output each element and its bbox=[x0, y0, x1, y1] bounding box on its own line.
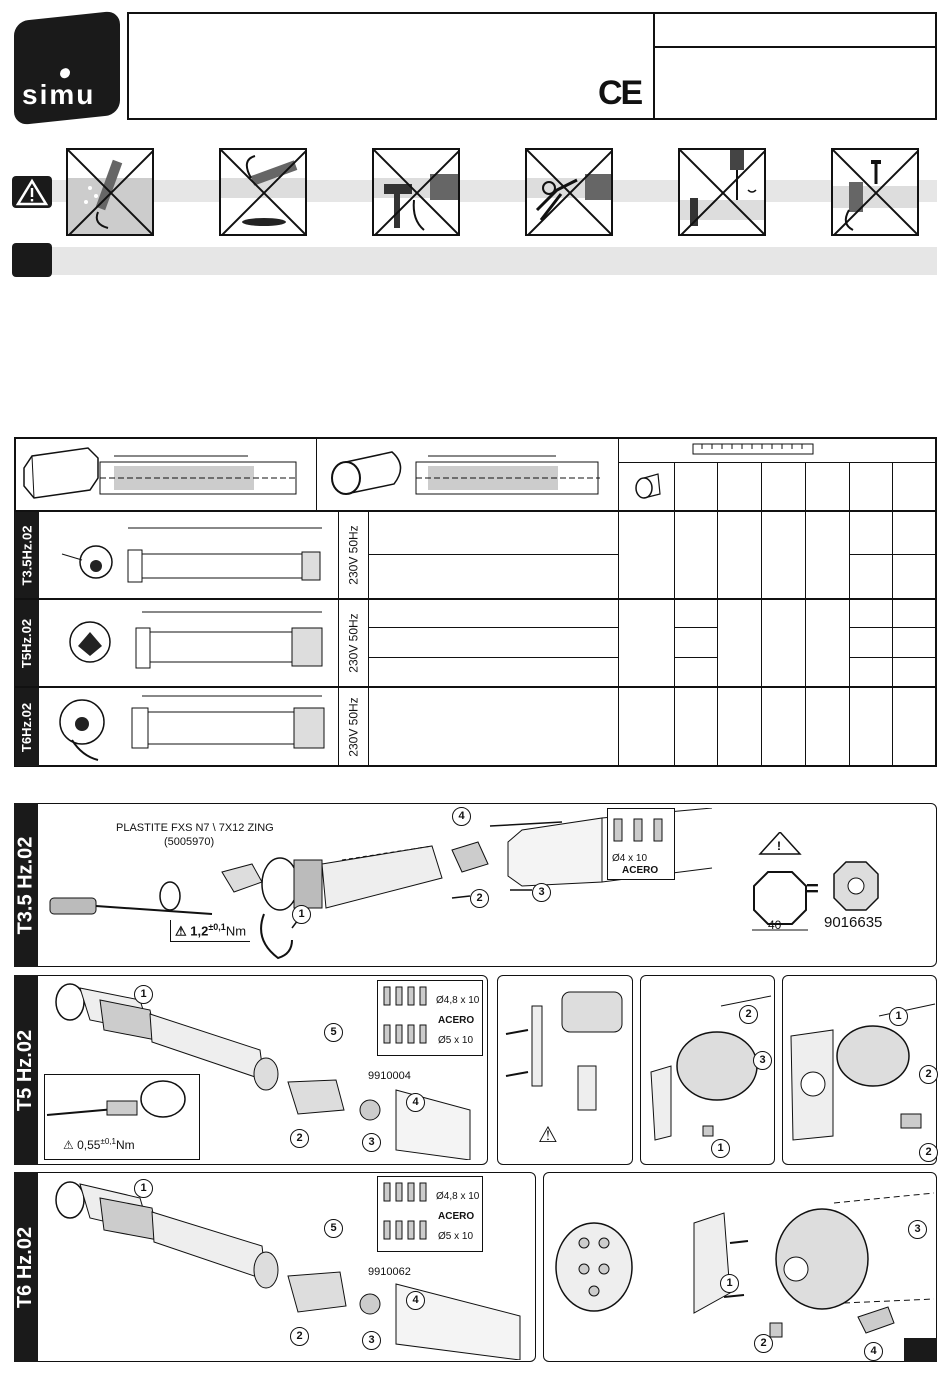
t6-step-5: 5 bbox=[324, 1218, 343, 1238]
col-line bbox=[761, 462, 762, 767]
sub-row bbox=[849, 627, 937, 628]
t5-step-1: 1 bbox=[134, 984, 153, 1004]
screw-icons bbox=[378, 1177, 434, 1251]
t6-part-ref: 9910062 bbox=[368, 1266, 411, 1278]
t5-bracket-panel-1 bbox=[497, 975, 633, 1165]
t5-p3-step-1: 1 bbox=[889, 1006, 908, 1026]
t5-screw-size-1: Ø4,8 x 10 bbox=[436, 995, 480, 1006]
section-t6-label: T6 Hz.02 bbox=[14, 1172, 38, 1362]
table-header-bottom bbox=[14, 510, 937, 512]
torque-warning-icon: ⚠ bbox=[175, 923, 187, 939]
warning-band bbox=[52, 180, 937, 202]
page-corner-mark bbox=[904, 1338, 937, 1362]
row-t35-bottom bbox=[14, 598, 937, 600]
t5-step-4: 4 bbox=[406, 1092, 425, 1112]
col-line bbox=[805, 462, 806, 767]
no-immersion-icon bbox=[66, 148, 154, 236]
ce-mark: CE bbox=[598, 74, 642, 112]
t5-p2-step-1: 1 bbox=[711, 1138, 730, 1158]
t35-step-3: 3 bbox=[532, 882, 551, 902]
t6-bracket-drawing bbox=[544, 1173, 936, 1361]
t5-inset-drawing bbox=[45, 1075, 199, 1131]
t5-bracket-panel-2 bbox=[640, 975, 775, 1165]
t6-bracket-panel bbox=[543, 1172, 937, 1362]
col-line bbox=[674, 462, 675, 767]
section-t35-label: T3.5 Hz.02 bbox=[14, 803, 38, 967]
t5-step-2: 2 bbox=[290, 1128, 309, 1148]
octagonal-tube-drawing bbox=[18, 440, 314, 508]
t5-step-3: 3 bbox=[362, 1132, 381, 1152]
warning-badge bbox=[12, 176, 52, 208]
no-drop-icon bbox=[219, 148, 307, 236]
screw-icons bbox=[378, 981, 434, 1055]
t6-b-step-4: 4 bbox=[864, 1341, 883, 1361]
motor-drawing-t35 bbox=[42, 514, 336, 596]
simu-logo bbox=[14, 10, 120, 125]
t6-screw-size-1: Ø4,8 x 10 bbox=[436, 1191, 480, 1202]
svg-text:!: ! bbox=[777, 839, 781, 853]
octagon-size: 40 bbox=[768, 918, 782, 932]
screw-ref-text: (5005970) bbox=[164, 836, 215, 848]
row-t5-bottom bbox=[14, 686, 937, 688]
voltage-t5: 230V 50Hz bbox=[346, 613, 361, 673]
warning-triangle-icon bbox=[12, 176, 52, 208]
section-t5-label: T5 Hz.02 bbox=[14, 975, 38, 1165]
rivet-size: Ø4 x 10 bbox=[612, 853, 648, 864]
t6-b-step-2: 2 bbox=[754, 1333, 773, 1353]
t6-b-step-1: 1 bbox=[720, 1273, 739, 1293]
col-line bbox=[849, 462, 850, 767]
t6-b-step-3: 3 bbox=[908, 1219, 927, 1239]
adapter-crown-icon bbox=[830, 858, 882, 914]
header-row-divider bbox=[654, 46, 937, 48]
rivet-box bbox=[607, 808, 675, 880]
no-hammer-icon bbox=[372, 148, 460, 236]
t35-torque: ⚠ $1,2^{\pm 0,1}Nm$ bbox=[170, 920, 250, 942]
sub-row bbox=[368, 657, 618, 658]
model-label-t6: T6Hz.02 bbox=[15, 688, 39, 766]
t5-p3-step-2a: 2 bbox=[919, 1064, 938, 1084]
t6-step-1: 1 bbox=[134, 1178, 153, 1198]
sub-row bbox=[368, 554, 618, 555]
sub-row bbox=[674, 627, 717, 628]
model-label-t35: T3.5Hz.02 bbox=[15, 512, 39, 598]
rivet-material: ACERO bbox=[622, 865, 659, 876]
t35-step-4: 4 bbox=[452, 806, 471, 826]
sub-row bbox=[849, 554, 937, 555]
voltage-col-right bbox=[368, 511, 369, 767]
info-badge bbox=[12, 243, 52, 277]
table-col-div-2 bbox=[618, 437, 619, 767]
col-line bbox=[892, 462, 893, 767]
sub-row bbox=[849, 657, 937, 658]
table-sub-header bbox=[618, 462, 937, 463]
equals-sign: = bbox=[806, 876, 819, 901]
t6-step-2: 2 bbox=[290, 1326, 309, 1346]
no-drill-icon bbox=[678, 148, 766, 236]
t5-bracket-warning-icon: ⚠ bbox=[538, 1122, 558, 1147]
model-label-t5: T5Hz.02 bbox=[15, 600, 39, 686]
round-tube-drawing bbox=[320, 440, 616, 508]
table-col-div-1 bbox=[316, 437, 317, 511]
sub-row bbox=[368, 627, 618, 628]
col-line bbox=[717, 462, 718, 767]
info-band bbox=[52, 247, 937, 275]
t5-p2-step-3: 3 bbox=[753, 1050, 772, 1070]
header-divider bbox=[653, 12, 655, 120]
t35-step-2: 2 bbox=[470, 888, 489, 908]
t5-bracket-drawing-3 bbox=[783, 976, 936, 1164]
logo-text: simu bbox=[22, 78, 96, 110]
screw-spec-text: PLASTITE FXS N7 \ 7X12 ZING bbox=[116, 822, 274, 834]
t5-step-5: 5 bbox=[324, 1022, 343, 1042]
t6-screw-size-2: Ø5 x 10 bbox=[438, 1231, 474, 1242]
ruler-icon bbox=[692, 442, 816, 458]
t6-step-3: 3 bbox=[362, 1330, 381, 1350]
header-title-box bbox=[127, 12, 937, 120]
t35-step-1: 1 bbox=[292, 904, 311, 924]
no-cable-cut-icon bbox=[525, 148, 613, 236]
rivet-icons bbox=[608, 809, 674, 849]
t6-screw-box bbox=[377, 1176, 483, 1252]
t5-part-ref: 9910004 bbox=[368, 1070, 411, 1082]
t5-screw-box bbox=[377, 980, 483, 1056]
motor-drawing-t5 bbox=[42, 602, 336, 684]
voltage-t35: 230V 50Hz bbox=[346, 525, 361, 585]
t5-torque-inset bbox=[44, 1074, 200, 1160]
t35-part-ref: 9016635 bbox=[824, 914, 883, 931]
t5-material: ACERO bbox=[438, 1015, 475, 1026]
t6-material: ACERO bbox=[438, 1211, 475, 1222]
t5-bracket-panel-3 bbox=[782, 975, 937, 1165]
voltage-t6: 230V 50Hz bbox=[346, 697, 361, 757]
t5-screw-size-2: Ø5 x 10 bbox=[438, 1035, 474, 1046]
logo-dot bbox=[60, 68, 70, 79]
t5-torque: ⚠ $0,55^{\pm 0,1}Nm$ bbox=[63, 1137, 135, 1152]
t5-bracket-drawing-1 bbox=[498, 976, 632, 1126]
t6-step-4: 4 bbox=[406, 1290, 425, 1310]
no-screw-icon bbox=[831, 148, 919, 236]
sub-row bbox=[674, 657, 717, 658]
motor-drawing-t6 bbox=[42, 690, 336, 764]
t5-p2-step-2: 2 bbox=[739, 1004, 758, 1024]
t5-p3-step-2b: 2 bbox=[919, 1142, 938, 1162]
tube-end-icon bbox=[630, 470, 666, 504]
torque-warning-icon: ⚠ bbox=[63, 1138, 74, 1152]
